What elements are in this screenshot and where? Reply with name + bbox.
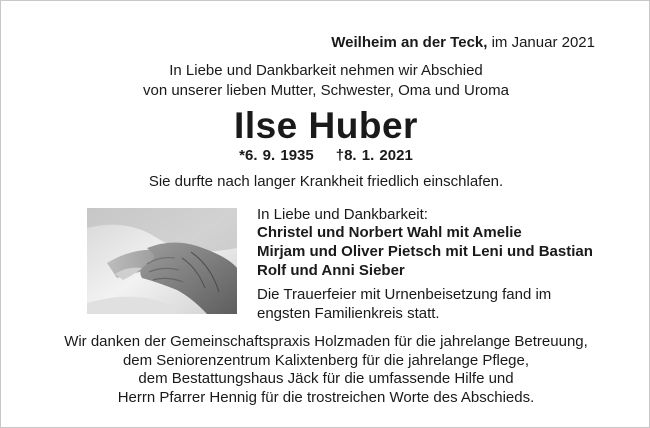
life-dates: [1, 147, 650, 164]
deceased-name: Ilse Huber: [234, 105, 418, 146]
mourners-list: [257, 223, 593, 280]
thanks-line: Wir danken der Gemeinschaftspraxis Holzmaden für die jahrelange Betreuung,: [64, 333, 588, 350]
birth-date: *6. 9. 1935: [239, 147, 314, 164]
thanks-line: Herrn Pfarrer Hennig für die trostreichen Worte des Abschieds.: [117, 388, 535, 406]
funeral-line-2: engsten Familienkreis statt.: [257, 305, 440, 322]
hands-photo: [87, 208, 237, 314]
mourner-line: Rolf und Anni Sieber: [257, 262, 405, 279]
place-date-line: [331, 34, 595, 51]
passing-sentence: Sie durfte nach langer Krankheit friedlich einschlafen.: [148, 173, 504, 190]
mourners-intro: In Liebe und Dankbarkeit:: [257, 206, 428, 223]
intro-line-2: von unserer lieben Mutter, Schwester, Oma und Uroma: [142, 82, 509, 99]
place: Weilheim an der Teck,: [331, 34, 488, 51]
intro-line-1: In Liebe und Dankbarkeit nehmen wir Abschied: [169, 62, 483, 79]
death-date: †8. 1. 2021: [335, 147, 413, 164]
thanks-paragraph: [1, 333, 650, 407]
funeral-notice: [257, 285, 551, 323]
farewell-intro: [1, 61, 650, 101]
mourner-line: Christel und Norbert Wahl mit Amelie: [257, 224, 522, 241]
thanks-line: dem Bestattungshaus Jäck für die umfassende Hilfe und: [138, 370, 514, 388]
thanks-line: dem Seniorenzentrum Kalixtenberg für die jahrelange Pflege,: [122, 351, 530, 369]
funeral-line-1: Die Trauerfeier mit Urnenbeisetzung fand im: [257, 286, 552, 303]
mourner-line: Mirjam und Oliver Pietsch mit Leni und Bastian: [257, 243, 593, 260]
date: im Januar 2021: [491, 34, 595, 51]
